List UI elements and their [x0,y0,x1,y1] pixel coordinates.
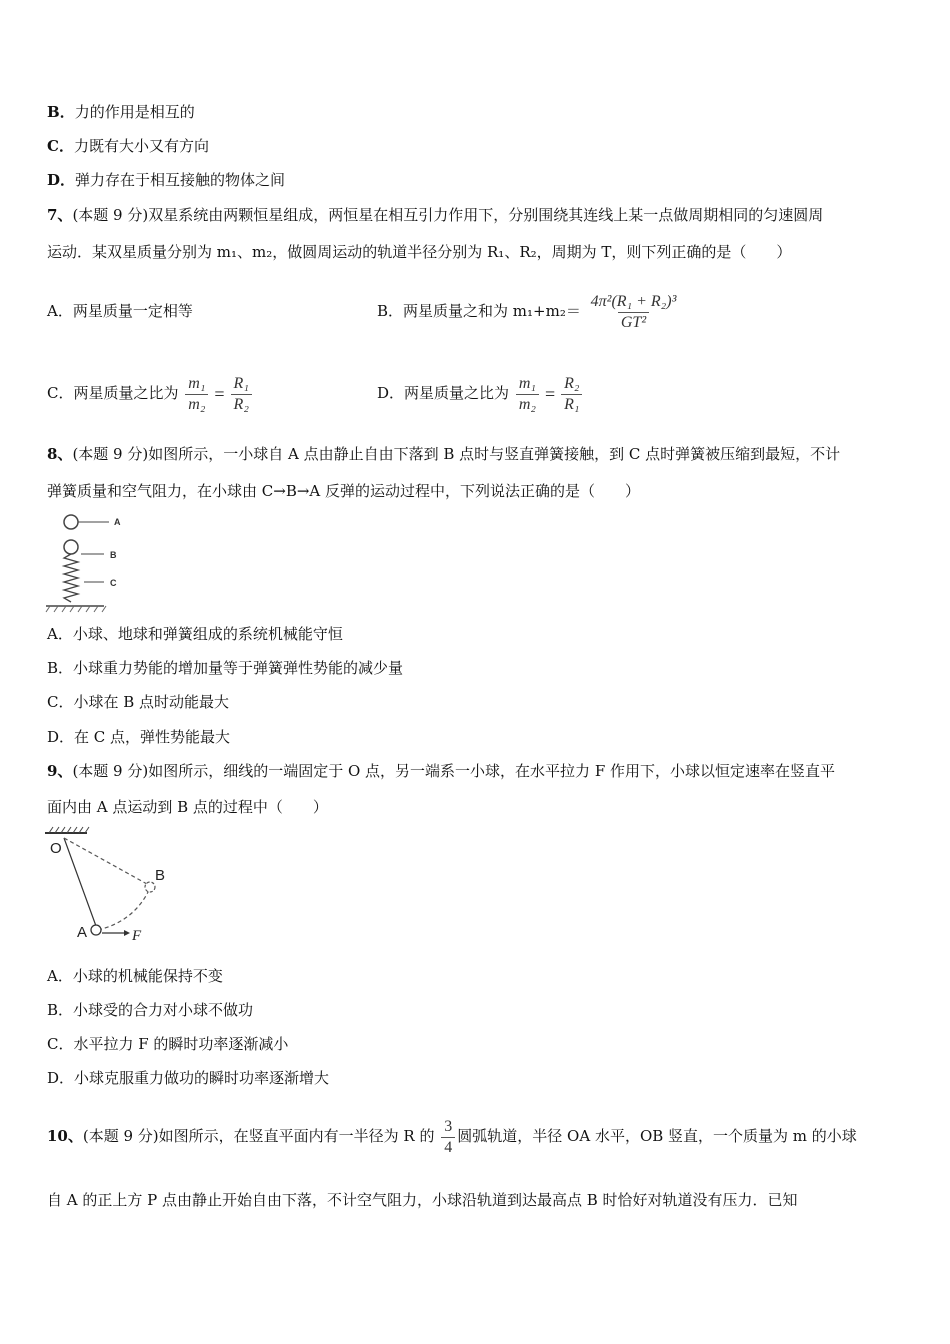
q8-option-d: D．在 C 点，弹性势能最大 [47,728,231,746]
string-line [64,838,96,926]
q7-number: 7、 [47,206,73,224]
q8-stem-line1: 8、(本题 9 分)如图所示，一小球自 A 点由静止自由下落到 B 点时与竖直弹簧接触，到 C 点时弹簧被压缩到最短，不计 [47,445,841,463]
q7-option-a: A．两星质量一定相等 [47,302,193,320]
q7-stem-line1: 7、(本题 9 分)双星系统由两颗恒星组成，两恒星在相互引力作用下，分别围绕其连线上某一点做周期相同的匀速圆周 [47,206,824,224]
spring-icon [64,554,78,602]
q9-option-c: C．水平拉力 F 的瞬时功率逐渐减小 [47,1035,289,1053]
ball-a-icon [91,925,101,935]
label-c: C [110,578,117,588]
q7-option-d: D．两星质量之比为 $\frac{\text{m₁}}{\text{m₂}}$ = $\frac{\text{R₂}}{\text{R₁}}$ [377,363,584,424]
label-a: A [114,517,121,527]
q8-option-b: B．小球重力势能的增加量等于弹簧弹性势能的减少量 [47,659,404,677]
q8-number: 8、 [47,445,73,463]
label-o: O [50,840,62,857]
q7-option-b: B．两星质量之和为 m₁+m₂＝ $\frac{\text{4π²(R₁ + R₂)³}}{\text{GT²}}$ [377,281,681,341]
q6-option-b: B．力的作用是相互的 [47,103,195,121]
string-dashed [64,838,147,884]
q10-stem-line2: 自 A 的正上方 P 点由静止开始自由下落，不计空气阻力，小球沿轨道到达最高点 B 时恰好对轨道没有压力．已知 [47,1191,798,1209]
label-b: B [110,550,117,560]
arc-path [98,888,150,930]
q6-option-d: D．弹力存在于相互接触的物体之间 [47,171,286,189]
q6-option-c: C．力既有大小又有方向 [47,137,209,155]
label-a: A [77,924,88,941]
q9-option-d: D．小球克服重力做功的瞬时功率逐渐增大 [47,1069,330,1087]
q8-option-c: C．小球在 B 点时动能最大 [47,693,230,711]
q7-stem-line2: 运动．某双星质量分别为 m₁、m₂，做圆周运动的轨道半径分别为 R₁、R₂，周期为 T，则下列正确的是（ ） [47,243,792,261]
q9-option-a: A．小球的机械能保持不变 [47,967,223,985]
q9-stem-line2: 面内由 A 点运动到 B 点的过程中（ ） [47,798,328,816]
q7-option-d-right-fraction: $\frac{\text{R₂}}{\text{R₁}}$ [561,374,582,415]
q9-stem-line1: 9、(本题 9 分)如图所示，细线的一端固定于 O 点，另一端系一小球，在水平拉力 F 作用下，小球以恒定速率在竖直平 [47,762,836,780]
pendulum-figure [40,826,180,946]
q7-option-b-fraction: $\frac{\text{4π²(R₁ + R₂)³}}{\text{GT²}}$ [590,292,677,331]
q8-option-a: A．小球、地球和弹簧组成的系统机械能守恒 [47,625,343,643]
label-f: F [132,928,142,944]
q9-number: 9、 [47,762,73,780]
ball-b-icon [64,540,78,554]
ball-a-icon [64,515,78,529]
q10-fraction: $\frac{3}{4}$ [441,1117,455,1158]
ball-b-icon [145,882,155,892]
q7-option-c-right-fraction: $\frac{\text{R₁}}{\text{R₂}}$ [231,374,252,415]
label-b: B [155,867,166,884]
q7-option-d-left-fraction: $\frac{\text{m₁}}{\text{m₂}}$ [516,374,539,415]
q7-option-c-left-fraction: $\frac{\text{m₁}}{\text{m₂}}$ [185,374,208,415]
q7-option-c: C．两星质量之比为 $\frac{\text{m₁}}{\text{m₂}}$ = $\frac{\text{R₁}}{\text{R₂}}$ [47,363,254,424]
q10-number: 10、 [47,1127,83,1145]
q8-stem-line2: 弹簧质量和空气阻力，在小球由 C→B→A 反弹的运动过程中，下列说法正确的是（ ） [47,482,641,500]
q10-stem-line1: 10、(本题 9 分)如图所示，在竖直平面内有一半径为 R 的 $\frac{3}{4}$ 圆弧轨道，半径 OA 水平，OB 竖直，一个质量为 m 的小球 [47,1117,857,1156]
spring-ball-figure [44,510,134,614]
q9-option-b: B．小球受的合力对小球不做功 [47,1001,254,1019]
